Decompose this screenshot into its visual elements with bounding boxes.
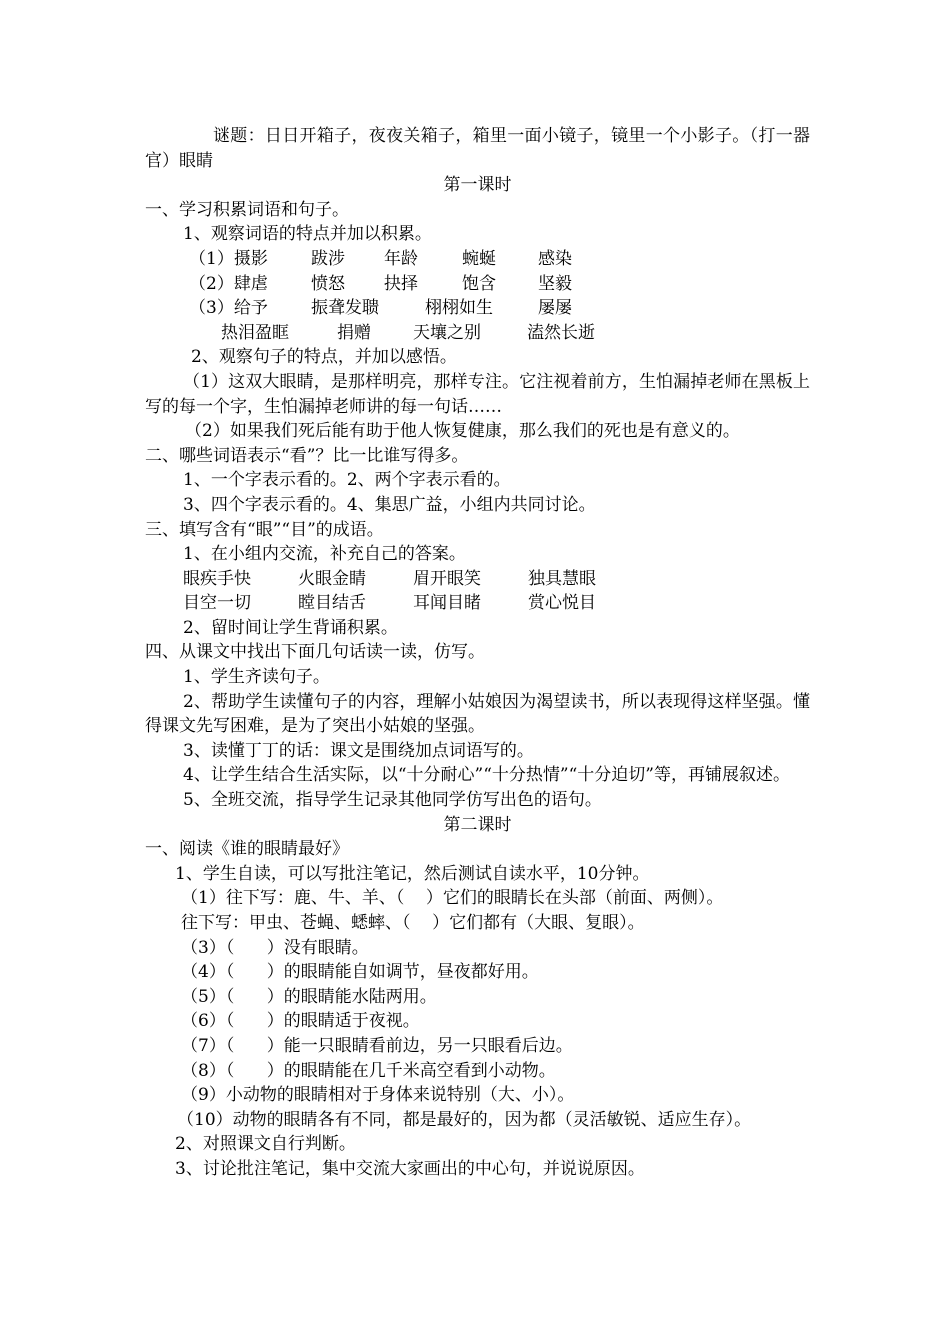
word: 天壤之别 <box>413 322 481 343</box>
word: （3）给予 <box>189 298 268 319</box>
idiom: 眉开眼笑 <box>413 568 481 589</box>
riddle-paragraph: 谜题：日日开箱子，夜夜关箱子，箱里一面小镜子，镜里一个小影子。（打一器官）眼睛 <box>145 126 810 171</box>
question-item: （9）小动物的眼睛相对于身体来说特别（大、小）。 <box>181 1085 575 1106</box>
question-item: （3）（ ）没有眼睛。 <box>181 937 369 958</box>
lesson1-section4-item1: 1、学生齐读句子。 <box>183 667 330 688</box>
idiom: 耳闻目睹 <box>413 593 481 614</box>
question-item: （7）（ ）能一只眼睛看前边，另一只眼看后边。 <box>181 1035 573 1056</box>
idiom: 火眼金睛 <box>298 568 366 589</box>
word: 抉择 <box>384 273 418 294</box>
lesson1-section4-item3: 3、读懂丁丁的话：课文是围绕加点词语写的。 <box>183 740 534 761</box>
lesson1-section3-item2: 2、留时间让学生背诵积累。 <box>183 617 398 638</box>
idiom: 独具慧眼 <box>528 568 596 589</box>
lesson2-item2: 2、对照课文自行判断。 <box>175 1134 356 1155</box>
lesson1-section2-heading: 二、哪些词语表示“看”？比一比谁写得多。 <box>145 445 469 466</box>
lesson1-section4-item2: 2、帮助学生读懂句子的内容，理解小姑娘因为渴望读书，所以表现得这样坚强。懂得课文先写困难，是为了突出小姑娘的坚强。 <box>145 691 810 737</box>
word: 坚毅 <box>538 273 572 294</box>
lesson1-section2-line2: 3、四个字表示看的。4、集思广益，小组内共同讨论。 <box>183 494 596 515</box>
lesson1-section1-item2: 2、观察句子的特点，并加以感悟。 <box>191 347 457 368</box>
word-row-3 <box>145 296 810 321</box>
lesson1-section4-item5: 5、全班交流，指导学生记录其他同学仿写出色的语句。 <box>183 790 602 811</box>
lesson1-section2-line1: 1、一个字表示看的。2、两个字表示看的。 <box>183 470 511 491</box>
lesson2-section1-heading: 一、阅读《谁的眼睛最好》 <box>145 839 349 860</box>
word: 溘然长逝 <box>527 322 595 343</box>
question-item: （6）（ ）的眼睛适于夜视。 <box>181 1011 420 1032</box>
lesson1-section3-item1: 1、在小组内交流，补充自己的答案。 <box>183 544 466 565</box>
lesson1-title: 第一课时 <box>443 175 512 196</box>
lesson1-section1-heading: 一、学习积累词语和句子。 <box>145 199 349 220</box>
lesson2-title: 第二课时 <box>443 814 512 835</box>
word: 捐赠 <box>337 322 371 343</box>
word: 栩栩如生 <box>425 298 493 319</box>
lesson1-section3-heading: 三、填写含有“眼”“目”的成语。 <box>145 519 384 540</box>
idiom-row-1 <box>145 567 810 592</box>
question-item: （8）（ ）的眼睛能在几千米高空看到小动物。 <box>181 1060 556 1081</box>
word: 热泪盈眶 <box>221 322 289 343</box>
word: 屡屡 <box>538 298 572 319</box>
word: （1）摄影 <box>189 248 268 269</box>
word: 愤怒 <box>311 273 345 294</box>
word-row-2 <box>145 272 810 297</box>
word-row-4 <box>145 321 810 346</box>
word: （2）肆虐 <box>189 273 268 294</box>
idiom: 目空一切 <box>183 593 251 614</box>
word-row-1 <box>145 247 810 272</box>
lesson2-item1: 1、学生自读，可以写批注笔记，然后测试自读水平，10分钟。 <box>175 863 650 884</box>
lesson2-item3: 3、讨论批注笔记，集中交流大家画出的中心句，并说说原因。 <box>175 1158 645 1179</box>
idiom: 瞠目结舌 <box>298 593 366 614</box>
word: 蜿蜒 <box>462 248 496 269</box>
word: 感染 <box>538 248 572 269</box>
question-item: （10）动物的眼睛各有不同，都是最好的，因为都（灵活敏锐、适应生存）。 <box>177 1109 752 1130</box>
question-item: （4）（ ）的眼睛能自如调节，昼夜都好用。 <box>181 962 539 983</box>
example-sentence-1: （1）这双大眼睛，是那样明亮，那样专注。它注视着前方，生怕漏掉老师在黑板上写的每一个字，生怕漏掉老师讲的每一句话…… <box>145 371 810 417</box>
word: 年龄 <box>384 248 418 269</box>
lesson1-section4-item4: 4、让学生结合生活实际，以“十分耐心”“十分热情”“十分迫切”等，再铺展叙述。 <box>183 765 790 786</box>
question-item: （1）往下写：鹿、牛、羊、（ ）它们的眼睛长在头部（前面、两侧）。 <box>181 888 724 909</box>
question-item: （5）（ ）的眼睛能水陆两用。 <box>181 986 437 1007</box>
lesson1-section1-item1: 1、观察词语的特点并加以积累。 <box>183 224 432 245</box>
idiom-row-2 <box>145 591 810 616</box>
word: 饱含 <box>462 273 496 294</box>
document-body <box>145 124 810 1182</box>
lesson1-section4-heading: 四、从课文中找出下面几句话读一读，仿写。 <box>145 642 485 663</box>
word: 跋涉 <box>311 248 345 269</box>
word: 振聋发聩 <box>311 298 379 319</box>
question-item: 往下写：甲虫、苍蝇、蟋蟀、（ ）它们都有（大眼、复眼）。 <box>181 913 645 933</box>
example-sentence-2: （2）如果我们死后能有助于他人恢复健康，那么我们的死也是有意义的。 <box>185 421 740 442</box>
idiom: 赏心悦目 <box>528 593 596 614</box>
idiom: 眼疾手快 <box>183 568 251 589</box>
